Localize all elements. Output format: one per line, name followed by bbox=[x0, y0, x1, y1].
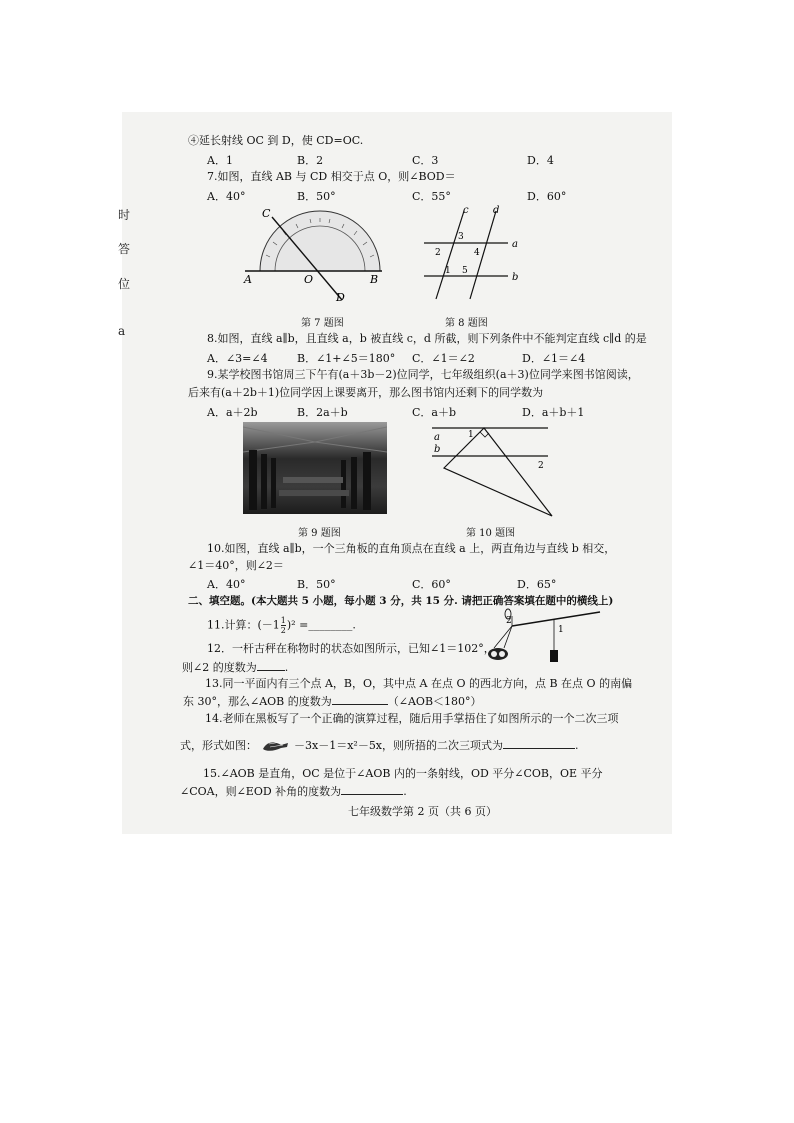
edge-mark: 位 bbox=[118, 277, 131, 291]
q7-label-o: O bbox=[304, 273, 314, 286]
q13-text-line2: 东 30°，那么∠AOB 的度数为 （∠AOB＜180°） bbox=[183, 695, 482, 708]
q7-label-d: D bbox=[336, 291, 345, 304]
q9-text-line1: 9.某学校图书馆周三下午有(a＋3b－2)位同学，七年级组织(a＋3)位同学来图书馆阅读， bbox=[207, 368, 639, 381]
q6-option-d: D．4 bbox=[527, 154, 554, 167]
q8-angle-3: 3 bbox=[458, 232, 464, 242]
q15-text-line2: ∠COA，则∠EOD 补角的度数为 . bbox=[180, 785, 407, 798]
q12-text-line1: 12．一杆古秤在称物时的状态如图所示，已知∠1＝102°， bbox=[207, 642, 495, 655]
hand-covering-icon bbox=[261, 739, 291, 753]
q8-label-b: b bbox=[512, 272, 519, 283]
q8-option-b: B．∠1+∠5＝180° bbox=[297, 352, 396, 365]
q14-text-line2: 式，形式如图： －3x－1＝x²－5x，则所捂的二次三项式为 . bbox=[180, 739, 579, 752]
edge-mark: a bbox=[118, 324, 126, 338]
library-photo bbox=[243, 422, 387, 514]
q8-option-d: D．∠1＝∠4 bbox=[522, 352, 586, 365]
q10-angle-1: 1 bbox=[468, 430, 474, 440]
q10-option-b: B．50° bbox=[297, 578, 336, 591]
q6-option-c: C．3 bbox=[412, 154, 439, 167]
q9-option-a: A．a＋2b bbox=[207, 406, 258, 419]
q8-text: 8.如图，直线 a∥b，且直线 a，b 被直线 c，d 所截，则下列条件中不能判定直线 c∥d 的是 bbox=[207, 332, 647, 345]
q8-caption: 第 8 题图 bbox=[445, 318, 488, 329]
q8-label-c: c bbox=[463, 205, 469, 216]
q9-option-c: C．a＋b bbox=[412, 406, 457, 419]
q14-text-line1: 14.老师在黑板写了一个正确的演算过程，随后用手掌捂住了如图所示的一个二次三项 bbox=[205, 712, 619, 725]
q11-text: 11.计算：$(-1\frac{1}{2})^2$ =________. bbox=[207, 616, 356, 635]
q10-text-line1: 10.如图，直线 a∥b，一个三角板的直角顶点在直线 a 上，两直角边与直线 b 相交， bbox=[207, 542, 616, 555]
q7-caption: 第 7 题图 bbox=[301, 318, 344, 329]
q12-steelyard-figure bbox=[482, 606, 602, 676]
q6-text: ④延长射线 OC 到 D，使 CD=OC. bbox=[188, 134, 364, 147]
q15-text-line1: 15.∠AOB 是直角，OC 是位于∠AOB 内的一条射线，OD 平分∠COB，OE 平分 bbox=[203, 767, 603, 780]
q10-option-c: C．60° bbox=[412, 578, 451, 591]
q8-angle-2: 2 bbox=[435, 248, 441, 258]
q10-angle-2: 2 bbox=[538, 461, 544, 471]
q7-label-a: A bbox=[244, 273, 252, 286]
q9-option-b: B．2a＋b bbox=[297, 406, 348, 419]
q10-option-a: A．40° bbox=[207, 578, 246, 591]
q7-label-c: C bbox=[262, 207, 271, 220]
section-2-title: 二、填空题。(本大题共 5 小题，每小题 3 分，共 15 分. 请把正确答案填在题中的横线上) bbox=[188, 595, 614, 607]
edge-mark: 时 bbox=[118, 208, 131, 222]
q8-label-a: a bbox=[512, 239, 518, 250]
q8-angle-1: 1 bbox=[445, 266, 451, 276]
q6-option-b: B．2 bbox=[297, 154, 324, 167]
q7-label-b: B bbox=[370, 273, 379, 286]
q7-option-d: D．60° bbox=[527, 190, 567, 203]
q7-protractor-figure bbox=[240, 205, 385, 305]
q8-angle-4: 4 bbox=[474, 248, 480, 258]
q9-caption: 第 9 题图 bbox=[298, 528, 341, 539]
q6-option-a: A．1 bbox=[207, 154, 233, 167]
q8-label-d: d bbox=[493, 205, 500, 216]
q12-angle-1: 1 bbox=[558, 625, 564, 635]
q10-text-line2: ∠1＝40°，则∠2＝ bbox=[188, 559, 284, 572]
q8-option-a: A．∠3=∠4 bbox=[207, 352, 268, 365]
page-footer: 七年级数学第 2 页（共 6 页） bbox=[348, 805, 497, 818]
q7-text: 7.如图，直线 AB 与 CD 相交于点 O，则∠BOD＝ bbox=[207, 170, 456, 183]
edge-mark: 答 bbox=[118, 242, 131, 256]
q10-caption: 第 10 题图 bbox=[466, 528, 516, 539]
q10-label-a: a bbox=[434, 432, 440, 443]
q10-triangle-figure bbox=[428, 420, 558, 520]
q8-parallel-lines-figure bbox=[420, 203, 530, 301]
q8-option-c: C．∠1＝∠2 bbox=[412, 352, 475, 365]
q8-angle-5: 5 bbox=[462, 266, 468, 276]
q12-text-line2: 则∠2 的度数为 . bbox=[182, 661, 289, 674]
q10-option-d: D．65° bbox=[517, 578, 557, 591]
q12-angle-2: 2 bbox=[506, 616, 512, 626]
q7-option-a: A．40° bbox=[207, 190, 246, 203]
q7-option-c: C．55° bbox=[412, 190, 451, 203]
q13-text-line1: 13.同一平面内有三个点 A，B，O，其中点 A 在点 O 的西北方向，点 B 在点 O 的南偏 bbox=[205, 677, 633, 690]
q9-text-line2: 后来有(a＋2b＋1)位同学因上课要离开，那么图书馆内还剩下的同学数为 bbox=[188, 386, 544, 399]
q9-option-d: D．a＋b＋1 bbox=[522, 406, 585, 419]
q10-label-b: b bbox=[434, 444, 441, 455]
q7-option-b: B．50° bbox=[297, 190, 336, 203]
